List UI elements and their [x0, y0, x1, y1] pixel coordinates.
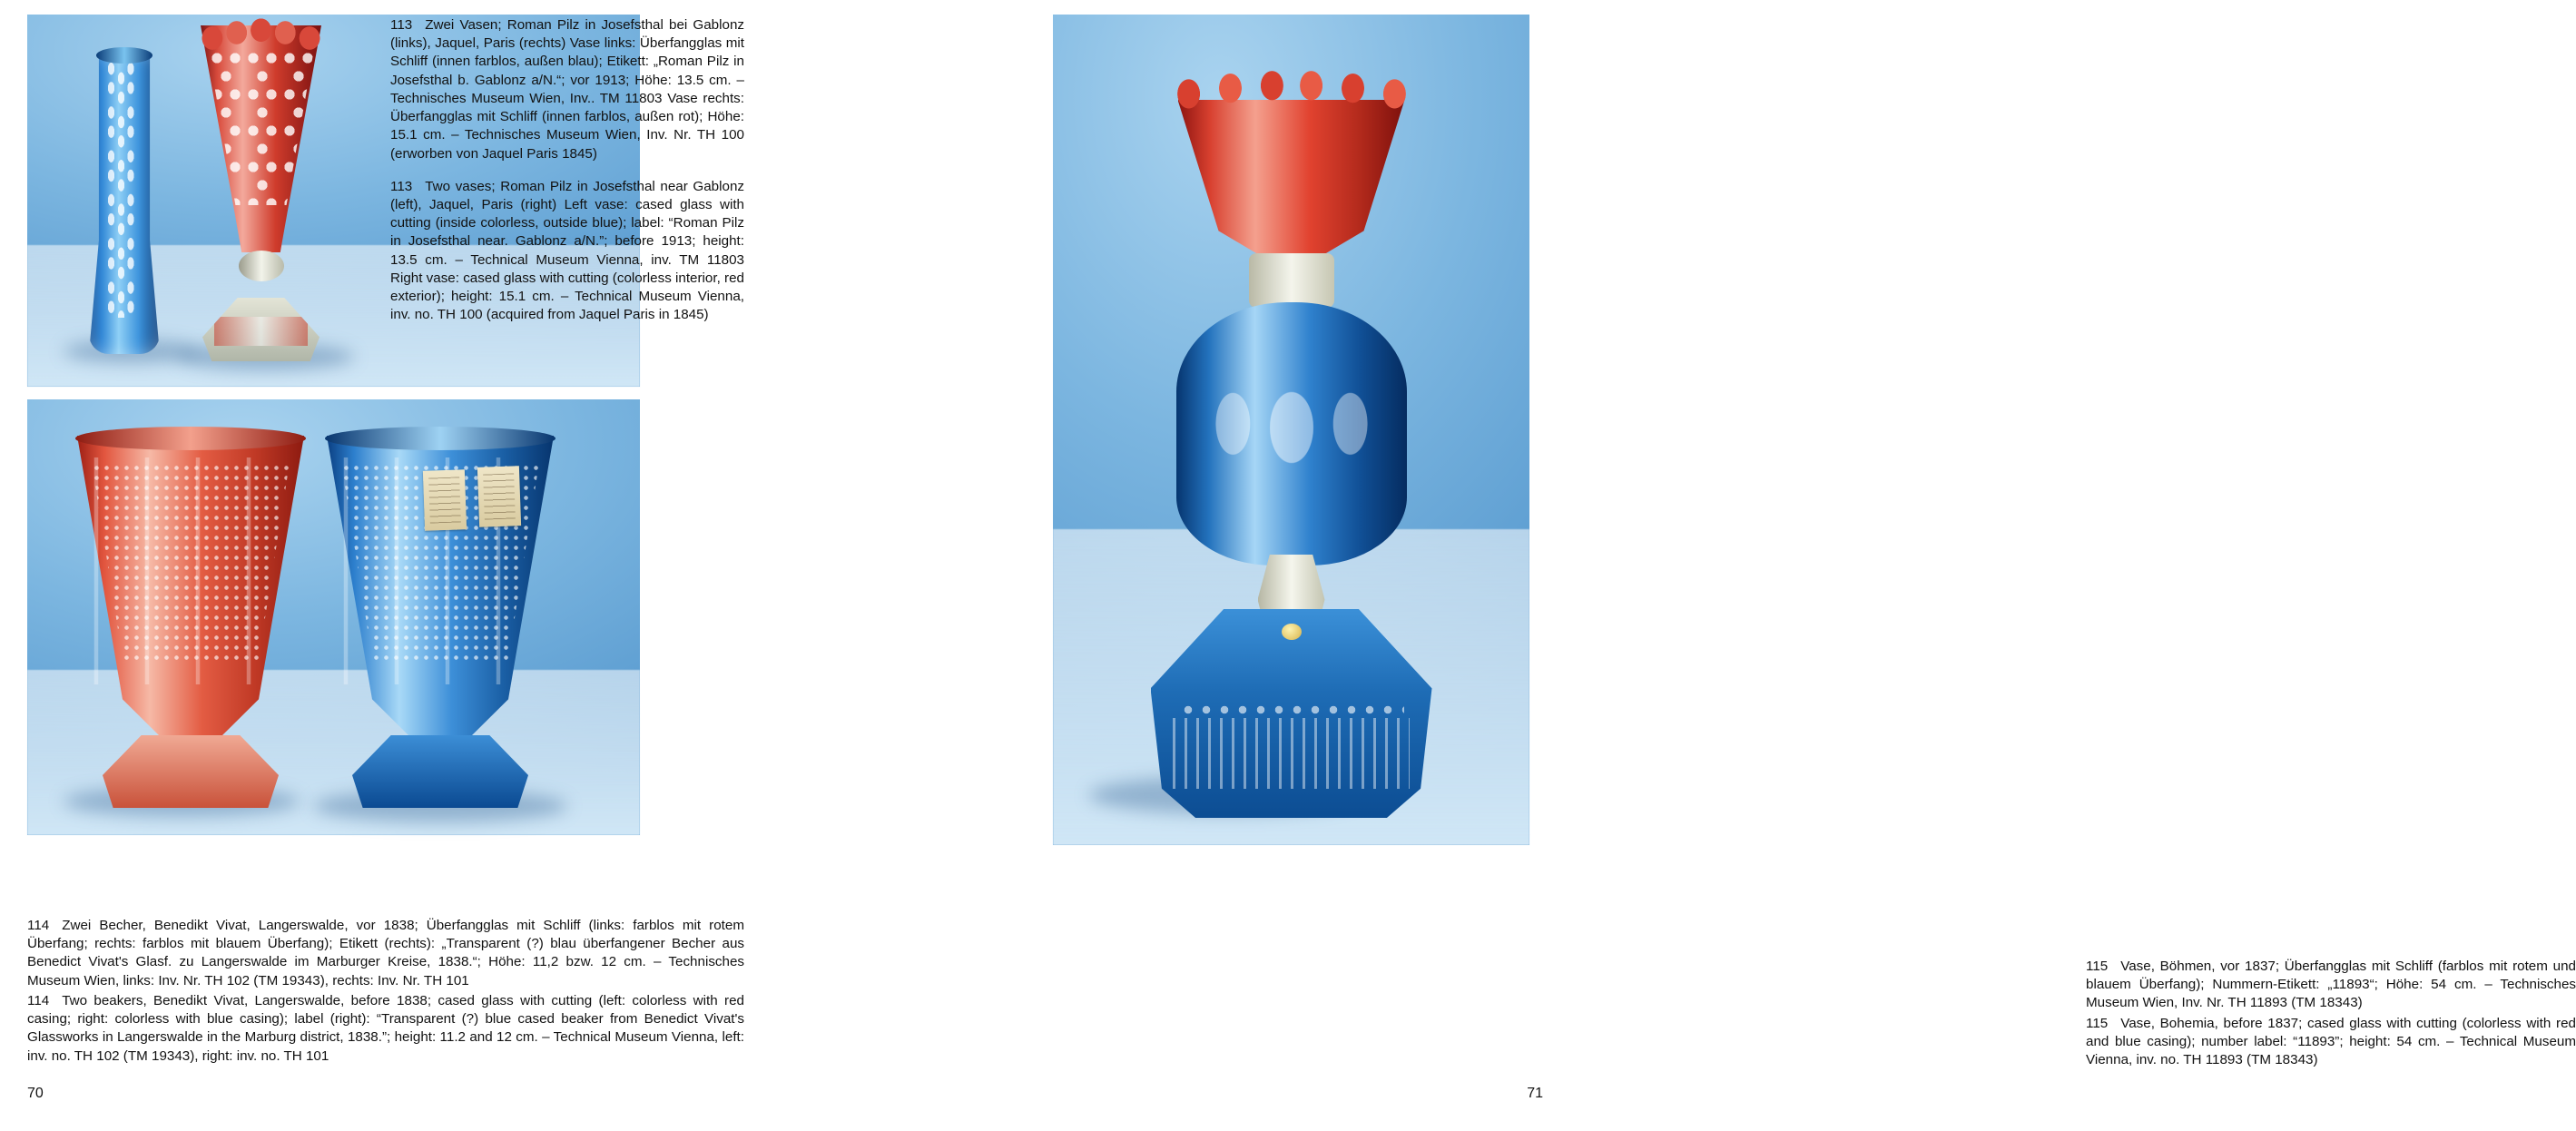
- caption-115-english: [2086, 1015, 2576, 1070]
- caption-115-english-number: 115: [2086, 1015, 2109, 1031]
- blue-vase-cut-facets: [98, 60, 151, 318]
- caption-115: [2086, 958, 2576, 1069]
- vase-blue-body: [1176, 302, 1407, 566]
- page-right: [1044, 0, 2576, 1131]
- page-left: [0, 0, 1044, 1131]
- red-vase: [195, 25, 327, 361]
- red-beaker-lip: [75, 427, 306, 450]
- figure-115-photo: [1053, 15, 1529, 845]
- blue-beaker-foot: [352, 735, 528, 808]
- page-number-left: 70: [27, 1086, 44, 1101]
- blue-vase: [89, 54, 160, 354]
- vase-blue-foot: [1151, 609, 1432, 818]
- red-beaker-panels: [90, 457, 291, 684]
- caption-113-english: [390, 178, 744, 325]
- vase-foot-bead-row: [1179, 701, 1404, 719]
- caption-113: [390, 16, 744, 325]
- caption-115-german-text: Vase, Böhmen, vor 1837; Überfangglas mit Schliff (farblos mit rotem und blauem Überfang); Nummern-Etikett: „11893“; Höhe: 54 cm. – Technisches Museum Wien, Inv. Nr. TH 11893 (TM 18343): [2086, 959, 2576, 1011]
- blue-vase-rim: [96, 47, 152, 64]
- caption-114-english-number: 114: [27, 992, 50, 1008]
- page-number-right: 71: [1527, 1086, 1543, 1101]
- vase-foot-knob: [1282, 624, 1302, 640]
- red-vase-rim-lobes: [197, 16, 325, 53]
- caption-113-english-number: 113: [390, 178, 413, 194]
- red-vase-foot: [202, 298, 320, 361]
- paper-label: [423, 469, 467, 531]
- caption-114: [27, 917, 744, 1066]
- vase-collar: [1249, 253, 1334, 308]
- red-cased-beaker: [77, 436, 304, 808]
- caption-115-english-text: Vase, Bohemia, before 1837; cased glass with cutting (colorless with red and blue casing); number label: “11893”; height: 54 cm. – Technical Museum Vienna, inv. no. TH 11893 (TM 18343): [2086, 1015, 2576, 1068]
- red-vase-knop: [239, 251, 284, 281]
- caption-114-german-number: 114: [27, 918, 50, 933]
- caption-113-english-text: Two vases; Roman Pilz in Josefsthal near Gablonz (left), Jaquel, Paris (right) Left vase: cased glass with cutting (inside colorless, outside blue); label: “Roman Pilz in Josefsthal near. Gablonz a/N.”; before 1913; height: 13.5 cm. – Technical Museum Vienna, inv. TM 11803 Right vase: cased glass with cutting (colorless interior, red exterior); height: 15.1 cm. – Technical Museum Vienna, inv. no. TH 100 (acquired from Jaquel Paris in 1845): [390, 178, 744, 323]
- caption-114-german-text: Zwei Becher, Benedikt Vivat, Langerswalde, vor 1838; Überfangglas mit Schliff (links: farblos mit rotem Überfang; rechts: farblos mit blauem Überfang); Etikett (rechts): „Transparent (?) blau überfangener Becher aus Benedict Vivat's Glasf. zu Langerswalde im Marburger Kreise, 1838.“; Höhe: 11,2 bzw. 12 cm. – Technisches Museum Wien, links: Inv. Nr. TH 102 (TM 19343), rechts: Inv. Nr. TH 101: [27, 918, 744, 988]
- blue-beaker-lip: [325, 427, 556, 450]
- bohemian-cased-vase: [1142, 46, 1441, 818]
- figure-114-photo: [27, 399, 640, 835]
- caption-114-english-text: Two beakers, Benedikt Vivat, Langerswalde, before 1838; cased glass with cutting (left: colorless with red casing; right: colorless with blue casing); label (right): “Transparent (?) blue cased beaker from Benedict Vivat's Glassworks in Langerswalde in the Marburg district, 1838.”; height: 11.2 and 12 cm. – Technical Museum Vienna, left: inv. no. TH 102 (TM 19343), right: inv. no. TH 101: [27, 992, 744, 1064]
- caption-113-german-number: 113: [390, 17, 413, 33]
- caption-115-german: [2086, 958, 2576, 1013]
- caption-113-german-text: Zwei Vasen; Roman Pilz in Josefsthal bei Gablonz (links), Jaquel, Paris (rechts) Vase links: Überfangglas mit Schliff (innen farblos, außen blau); Etikett: „Roman Pilz in Josefsthal b. Gablonz a/N.“; vor 1913; Höhe: 13.5 cm. – Technisches Museum Wien, Inv.. TM 11803 Vase rechts: Überfangglas mit Schliff (innen farblos, außen rot); Höhe: 15.1 cm. – Technisches Museum Wien, Inv. Nr. TH 100 (erworben von Jaquel Paris 1845): [390, 17, 744, 162]
- caption-114-english: [27, 992, 744, 1066]
- red-beaker-foot: [103, 735, 279, 808]
- caption-114-german: [27, 917, 744, 990]
- caption-115-german-number: 115: [2086, 959, 2109, 974]
- vase-frilled-rim: [1169, 70, 1414, 113]
- paper-label: [477, 466, 521, 527]
- caption-113-german: [390, 16, 744, 163]
